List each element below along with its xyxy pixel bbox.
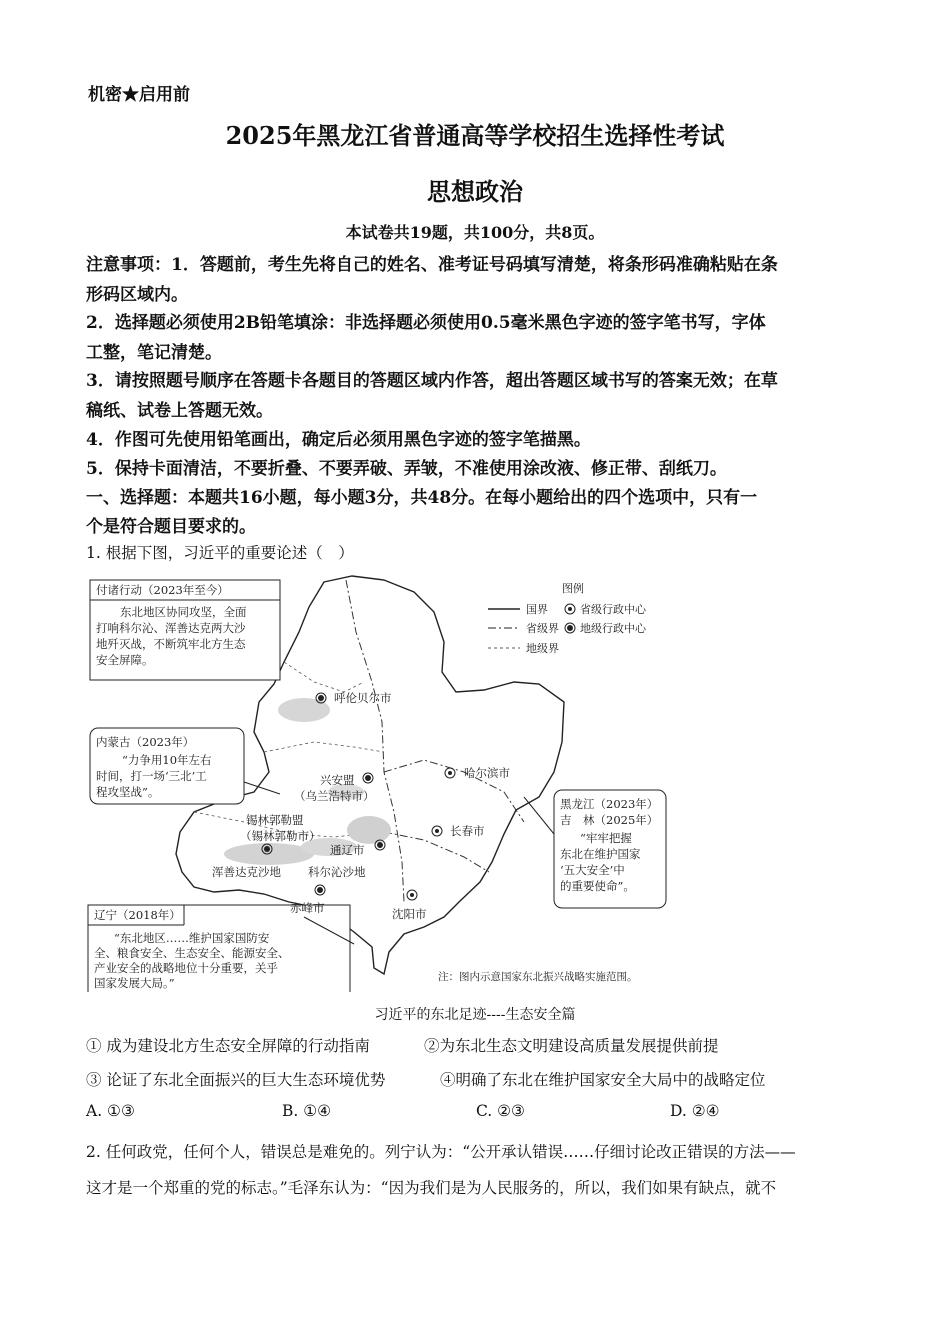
confidential-label: 机密★启用前 xyxy=(88,85,190,105)
provincial-border xyxy=(384,832,489,872)
statement-4: ④明确了东北在维护国家安全大局中的战略定位 xyxy=(440,1071,766,1089)
option-b[interactable]: B. ①④ xyxy=(282,1102,332,1120)
legend-provincial: 省级界 xyxy=(526,622,559,635)
city-xinganmeng: 兴安盟 xyxy=(320,773,355,787)
note-2b: 工整，笔记清楚。 xyxy=(86,343,222,363)
city-changchun: 长春市 xyxy=(450,824,485,838)
city-tongliao: 通辽市 xyxy=(330,843,365,857)
option-d[interactable]: D. ②④ xyxy=(670,1102,720,1120)
map-label: 时间，打一场‘三北’工 xyxy=(96,769,207,783)
map-label: 地歼灭战，不断筑牢北方生态 xyxy=(96,637,246,651)
statement-3: ③ 论证了东北全面振兴的巨大生态环境优势 xyxy=(86,1071,386,1089)
section-heading-1: 一、选择题：本题共16小题，每小题3分，共48分。在每小题给出的四个选项中，只有一 xyxy=(86,488,758,508)
map-label: 付诸行动（2023年至今） xyxy=(96,583,229,597)
prefecture-border xyxy=(264,742,384,752)
note-3b: 稿纸、试卷上答题无效。 xyxy=(86,401,273,421)
city-chifeng: 赤峰市 xyxy=(290,901,325,915)
note-1b: 形码区域内。 xyxy=(86,285,188,305)
map-label: “东北地区……维护国家国防安 xyxy=(114,931,270,945)
map-label: 程攻坚战”。 xyxy=(96,785,160,799)
legend-prov-center: 省级行政中心 xyxy=(580,603,646,616)
section-heading-2: 个是符合题目要求的。 xyxy=(86,517,256,537)
city-hulunbuir: 呼伦贝尔市 xyxy=(334,691,392,705)
legend-prefecture: 地级界 xyxy=(526,642,559,655)
q2-line-2: 这才是一个郑重的党的标志。”毛泽东认为：“因为我们是为人民服务的，所以，我们如果有缺点，就不 xyxy=(86,1179,777,1197)
city-ulanhot: （乌兰浩特市） xyxy=(294,789,375,803)
statement-2: ②为东北生态文明建设高质量发展提供前提 xyxy=(424,1037,719,1055)
map-label: 东北在维护国家 xyxy=(560,847,641,861)
city-xilinhot: （锡林郭勒市） xyxy=(240,829,321,843)
map-label: 辽宁（2018年） xyxy=(94,908,181,922)
q2-line-1: 2. 任何政党，任何个人，错误总是难免的。列宁认为：“公开承认错误……仔细讨论改正错误的方法—— xyxy=(86,1143,796,1161)
desert-patch xyxy=(278,698,330,722)
note-4: 4．作图可先使用铅笔画出，确定后必须用黑色字迹的签字笔描黑。 xyxy=(86,430,591,450)
map-label: 打响科尔沁、浑善达克两大沙 xyxy=(96,621,246,635)
map-label: 全、粮食安全、生态安全、能源安全、 xyxy=(94,946,290,960)
note-2a: 2．选择题必须使用2B铅笔填涂：非选择题必须使用0.5毫米黑色字迹的签字笔书写，字体 xyxy=(86,313,766,333)
map-caption: 习近平的东北足迹----生态安全篇 xyxy=(374,1007,576,1023)
map-label: 黑龙江（2023年） xyxy=(560,797,659,811)
map-label: 东北地区协同攻坚，全面 xyxy=(120,605,247,619)
legend-pref-center: 地级行政中心 xyxy=(580,622,646,635)
option-a[interactable]: A. ①③ xyxy=(86,1102,135,1120)
city-xilin: 锡林郭勒盟 xyxy=(246,813,304,827)
note-1a: 注意事项：1．答题前，考生先将自己的姓名、准考证号码填写清楚，将条形码准确粘贴在条 xyxy=(86,255,778,275)
northeast-map-figure xyxy=(84,572,674,992)
prefecture-border xyxy=(284,662,364,692)
desert-horqin: 科尔沁沙地 xyxy=(308,865,366,879)
northeast-map xyxy=(84,572,674,992)
legend-national: 国界 xyxy=(526,603,548,616)
map-label: 安全屏障。 xyxy=(96,653,154,667)
map-note: 注：图内示意国家东北振兴战略实施范围。 xyxy=(438,971,638,983)
note-3a: 3．请按照题号顺序在答题卡各题目的答题区域内作答，超出答题区域书写的答案无效；在草 xyxy=(86,371,778,391)
city-harbin: 哈尔滨市 xyxy=(464,766,510,780)
map-label: 的重要使命”。 xyxy=(560,879,635,893)
note-5: 5．保持卡面清洁，不要折叠、不要弄破、弄皱，不准使用涂改液、修正带、刮纸刀。 xyxy=(86,459,727,479)
map-label: 内蒙古（2023年） xyxy=(96,735,195,749)
map-label: 国家发展大局。” xyxy=(94,976,175,990)
desert-hunshandake: 浑善达克沙地 xyxy=(212,865,281,879)
map-label: 吉 林（2025年） xyxy=(560,813,659,827)
exam-title: 2025年黑龙江省普通高等学校招生选择性考试 xyxy=(225,121,725,150)
map-label: ‘五大安全’中 xyxy=(560,863,625,877)
subject-title: 思想政治 xyxy=(427,177,523,206)
city-shenyang: 沈阳市 xyxy=(392,907,427,921)
statement-1: ① 成为建设北方生态安全屏障的行动指南 xyxy=(86,1037,370,1055)
map-label: 产业安全的战略地位十分重要，关乎 xyxy=(94,961,278,975)
exam-info: 本试卷共19题，共100分，共8页。 xyxy=(345,223,605,242)
desert-patch xyxy=(347,816,391,844)
map-label: “力争用10年左右 xyxy=(122,753,212,767)
map-label: “牢牢把握 xyxy=(580,831,632,845)
option-c[interactable]: C. ②③ xyxy=(476,1102,525,1120)
legend-title: 图例 xyxy=(562,582,584,595)
q1-stem: 1. 根据下图，习近平的重要论述（ ） xyxy=(86,544,354,562)
